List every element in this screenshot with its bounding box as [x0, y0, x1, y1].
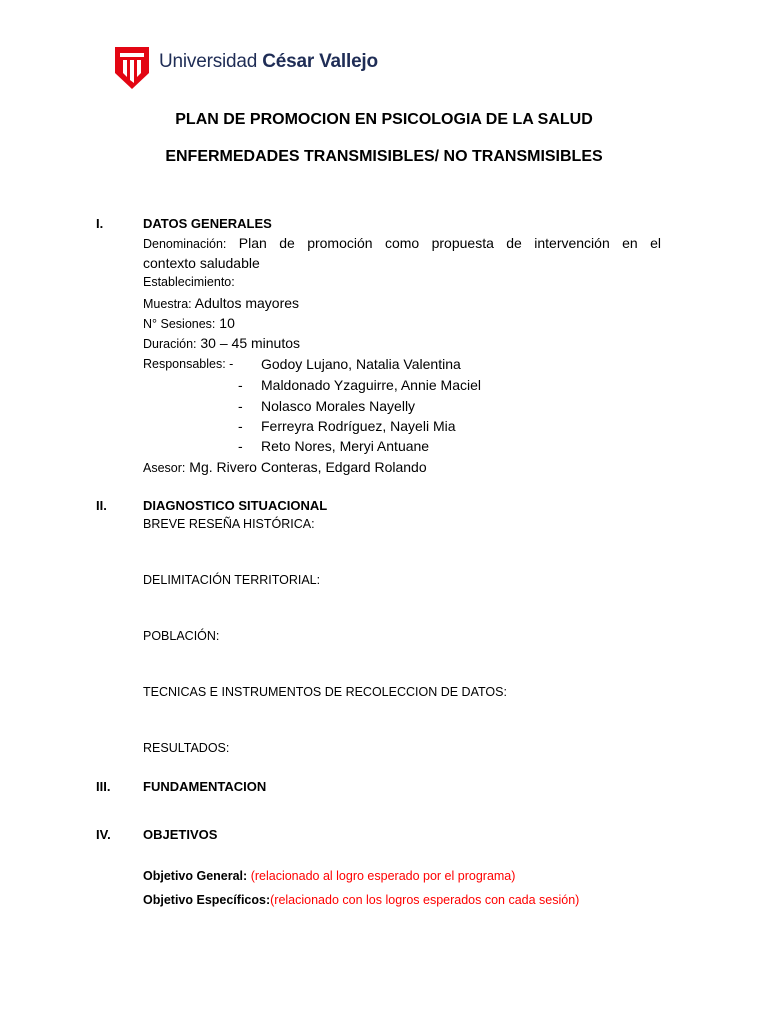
duracion-label: Duración: — [143, 337, 197, 351]
objetivo-general-label: Objetivo General: — [143, 869, 248, 883]
section-number-1: I. — [96, 216, 104, 231]
list-dash: - — [238, 398, 243, 414]
list-dash: - — [238, 377, 243, 393]
section-heading-fundamentacion: FUNDAMENTACION — [143, 779, 267, 794]
sesiones-label: N° Sesiones: — [143, 317, 216, 331]
section-number-2: II. — [96, 498, 107, 513]
objetivo-especificos-note: (relacionado con los logros esperados con cada sesión) — [270, 893, 580, 907]
establecimiento-label: Establecimiento: — [143, 275, 235, 289]
muestra-label: Muestra: — [143, 297, 192, 311]
document-title: PLAN DE PROMOCION EN PSICOLOGIA DE LA SALUD — [175, 111, 593, 128]
muestra-value: Adultos mayores — [194, 295, 300, 311]
sesiones-value: 10 — [219, 315, 235, 331]
muestra-line — [143, 295, 299, 311]
objetivo-especificos-label: Objetivo Específicos: — [143, 893, 271, 907]
denominacion-value-cont: contexto saludable — [143, 255, 260, 271]
section-heading-diagnostico: DIAGNOSTICO SITUACIONAL — [143, 498, 328, 513]
list-dash: - — [238, 418, 243, 434]
asesor-label: Asesor: — [143, 461, 186, 475]
denominacion-label: Denominación: — [143, 237, 227, 251]
responsable-item: Maldonado Yzaguirre, Annie Maciel — [261, 377, 481, 393]
denominacion-value: Plan de promoción como propuesta de intervención en el — [238, 235, 662, 251]
responsable-item: Godoy Lujano, Natalia Valentina — [261, 356, 461, 372]
list-dash: - — [238, 438, 243, 454]
objetivo-general-line — [143, 869, 515, 883]
duracion-value: 30 – 45 minutos — [200, 335, 301, 351]
responsables-label: Responsables: - — [143, 357, 234, 371]
asesor-line — [143, 459, 427, 475]
section-heading-objetivos: OBJETIVOS — [143, 827, 218, 842]
responsable-item: Reto Nores, Meryi Antuane — [261, 438, 430, 454]
objetivo-especificos-line — [143, 893, 579, 907]
objetivo-general-note: (relacionado al logro esperado por el programa) — [250, 869, 516, 883]
poblacion-label: POBLACIÓN: — [143, 629, 220, 643]
resena-historica-label: BREVE RESEÑA HISTÓRICA: — [143, 517, 315, 531]
logo-wordmark: Universidad César Vallejo — [159, 51, 378, 72]
sesiones-line — [143, 315, 235, 331]
responsable-item: Nolasco Morales Nayelly — [261, 398, 416, 414]
responsable-item: Ferreyra Rodríguez, Nayeli Mia — [261, 418, 456, 434]
denominacion-line — [143, 235, 661, 251]
duracion-line — [143, 335, 300, 351]
tecnicas-label: TECNICAS E INSTRUMENTOS DE RECOLECCION DE DATOS: — [143, 685, 507, 699]
asesor-value: Mg. Rivero Conteras, Edgard Rolando — [189, 459, 427, 475]
section-heading-datos-generales: DATOS GENERALES — [143, 216, 272, 231]
document-subtitle: ENFERMEDADES TRANSMISIBLES/ NO TRANSMISIBLES — [165, 148, 603, 165]
shield-logo-icon — [115, 47, 149, 89]
section-number-4: IV. — [96, 827, 111, 842]
university-logo — [115, 47, 395, 91]
resultados-label: RESULTADOS: — [143, 741, 230, 755]
section-number-3: III. — [96, 779, 111, 794]
delimitacion-territorial-label: DELIMITACIÓN TERRITORIAL: — [143, 573, 321, 587]
